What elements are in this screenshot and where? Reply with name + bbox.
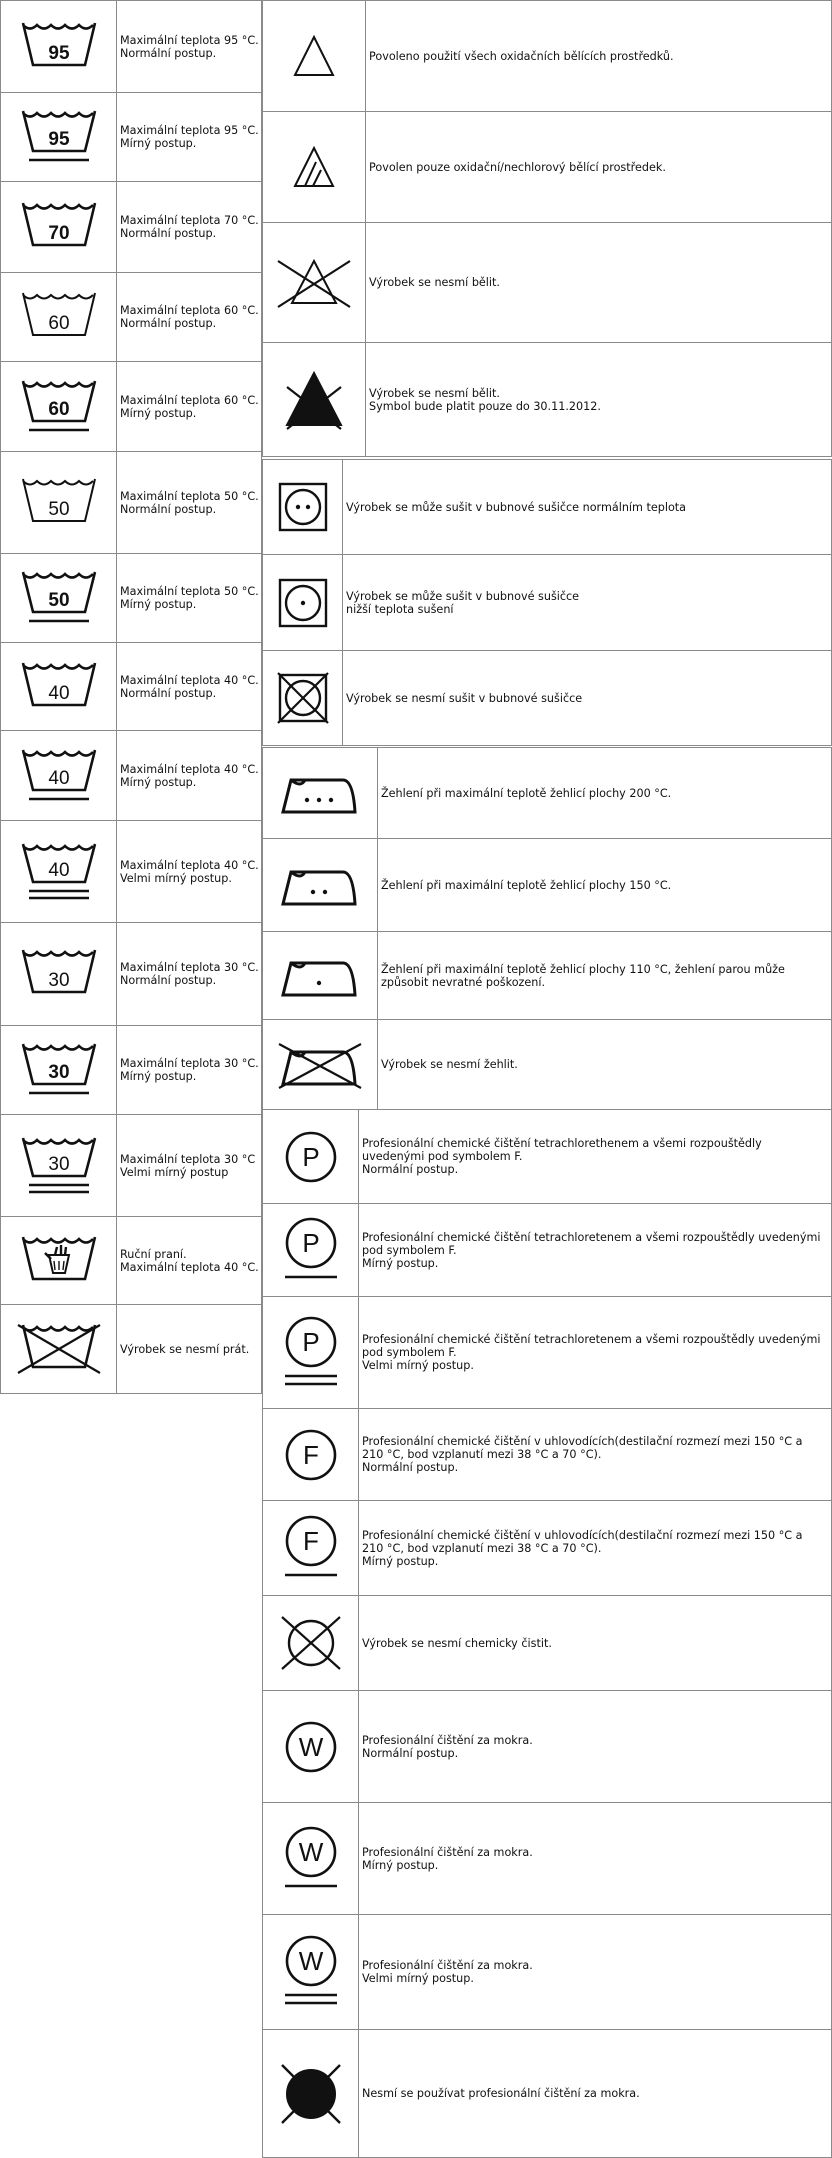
- symbol-cell: [1, 1217, 117, 1305]
- dry-clean-f-gentle-icon: [281, 1513, 341, 1583]
- svg-text:40: 40: [47, 859, 70, 881]
- svg-text:50: 50: [47, 498, 70, 520]
- symbol-cell: [263, 1501, 359, 1596]
- description-line: Maximální teplota 60 °C.: [120, 304, 259, 317]
- table-row: [1, 273, 262, 362]
- svg-text:P: P: [301, 1326, 320, 1357]
- symbol-cell: [1, 1305, 117, 1394]
- description-line: Žehlení při maximální teplotě žehlicí plochy 110 °C, žehlení parou může: [381, 962, 785, 976]
- table-row: [1, 362, 262, 452]
- symbol-cell: [263, 748, 378, 839]
- bleaching-table: [262, 0, 832, 457]
- wash-40-gentle-icon: [19, 744, 99, 808]
- wet-clean-gentle-icon: [281, 1824, 341, 1894]
- cleaning-table: [262, 1109, 832, 2158]
- symbol-cell: [263, 1596, 359, 1691]
- description-line: uvedenými pod symbolem F.: [362, 1150, 523, 1163]
- description-cell: [117, 1026, 262, 1115]
- symbol-cell: [263, 1, 366, 112]
- description-line: Profesionální čištění za mokra.: [362, 1959, 533, 1972]
- description-line: Mírný postup.: [120, 137, 197, 150]
- description-line: Výrobek se nesmí bělit.: [369, 276, 500, 289]
- bleach-non-chlorine-icon: [289, 142, 339, 192]
- symbol-cell: [263, 555, 343, 651]
- description-cell: [359, 1803, 832, 1915]
- description-line: Normální postup.: [120, 227, 217, 240]
- description-line: Normální postup.: [362, 1746, 459, 1760]
- hand-wash-icon: [19, 1231, 99, 1291]
- description-cell: [117, 1305, 262, 1394]
- symbol-cell: [263, 1409, 359, 1501]
- description-cell: [359, 1501, 832, 1596]
- description-line: Výrobek se nesmí chemicky čistit.: [362, 1636, 552, 1650]
- table-row: [263, 343, 832, 457]
- description-line: 210 °C, bod vzplanutí mezi 38 °C a 70 °C).: [362, 1541, 602, 1555]
- description-line: Žehlení při maximální teplotě žehlicí plochy 150 °C.: [381, 878, 672, 892]
- description-cell: [117, 554, 262, 643]
- symbol-cell: [1, 273, 117, 362]
- description-line: způsobit nevratné poškození.: [381, 975, 546, 989]
- description-line: pod symbolem F.: [362, 1243, 457, 1257]
- iron-high-icon: [277, 768, 363, 818]
- dry-clean-p-gentle-icon: [281, 1215, 341, 1285]
- do-not-dry-clean-icon: [278, 1613, 344, 1673]
- description-line: Velmi mírný postup.: [362, 1359, 474, 1372]
- iron-medium-icon: [277, 860, 363, 910]
- table-row: [263, 1, 832, 112]
- symbol-cell: [263, 460, 343, 555]
- description-cell: [378, 839, 832, 932]
- description-cell: [366, 1, 832, 112]
- table-row: [263, 839, 832, 932]
- symbol-cell: [263, 112, 366, 223]
- table-row: [1, 182, 262, 273]
- table-row: [263, 651, 832, 746]
- description-line: Profesionální chemické čištění tetrachloretenem a všemi rozpouštědly uvedenými: [362, 1333, 821, 1346]
- table-row: [1, 1115, 262, 1217]
- table-row: [1, 93, 262, 182]
- description-line: Maximální teplota 50 °C.: [120, 489, 259, 503]
- svg-text:40: 40: [47, 767, 70, 789]
- description-line: Profesionální chemické čištění v uhlovodících(destilační rozmezí mezi 150 °C a: [362, 1528, 803, 1542]
- table-row: [263, 1409, 832, 1501]
- description-line: Mírný postup.: [120, 406, 197, 420]
- wet-clean-icon: [281, 1717, 341, 1777]
- description-line: Mírný postup.: [120, 775, 197, 789]
- symbol-cell: [263, 839, 378, 932]
- table-row: [263, 1204, 832, 1297]
- wash-40-icon: [19, 657, 99, 717]
- description-line: Velmi mírný postup.: [362, 1972, 474, 1985]
- wash-temp-text: Maximální teplota 95 °C.: [120, 33, 259, 47]
- symbol-cell: [263, 2030, 359, 2158]
- dry-clean-p-very-gentle-icon: [281, 1314, 341, 1392]
- table-row: [263, 1915, 832, 2030]
- table-row: [263, 1110, 832, 1204]
- do-not-bleach-icon: [274, 255, 354, 311]
- do-not-wash-icon: [14, 1319, 104, 1379]
- symbol-cell: [1, 821, 117, 923]
- table-row: [1, 1026, 262, 1115]
- description-line: Velmi mírný postup.: [120, 871, 232, 885]
- wash-mode-text: Normální postup.: [120, 46, 217, 60]
- svg-text:W: W: [298, 1836, 323, 1867]
- table-row: [1, 821, 262, 923]
- description-cell: [117, 182, 262, 273]
- description-line: Maximální teplota 50 °C.: [120, 585, 259, 598]
- description-cell: [117, 821, 262, 923]
- description-cell: [117, 643, 262, 731]
- symbol-cell: [1, 923, 117, 1026]
- description-cell: [359, 1204, 832, 1297]
- do-not-wet-clean-icon: [276, 2059, 346, 2129]
- wash-temp-label: 95: [47, 42, 70, 64]
- symbol-cell: [1, 362, 117, 452]
- symbol-cell: [1, 1, 117, 93]
- description-cell: [117, 731, 262, 821]
- symbol-cell: [263, 1691, 359, 1803]
- description-line: Povoleno použití všech oxidačních bělících prostředků.: [369, 49, 674, 63]
- wash-60-icon: [19, 287, 99, 347]
- svg-text:30: 30: [47, 970, 70, 991]
- table-row: [1, 554, 262, 643]
- svg-text:P: P: [301, 1141, 320, 1172]
- description-cell: [117, 1, 262, 93]
- table-row: [1, 1, 262, 93]
- wash-70-icon: [19, 197, 99, 257]
- description-line: Žehlení při maximální teplotě žehlicí plochy 200 °C.: [381, 786, 672, 800]
- description-line: Maximální teplota 30 °C.: [120, 961, 259, 974]
- table-row: [263, 932, 832, 1020]
- table-row: [1, 643, 262, 731]
- description-line: Profesionální chemické čištění v uhlovodících(destilační rozmezí mezi 150 °C a: [362, 1435, 803, 1448]
- description-line: Nesmí se používat profesionální čištění za mokra.: [362, 2087, 640, 2100]
- tumble-dry-normal-icon: [276, 480, 330, 534]
- description-line: Výrobek se nesmí žehlit.: [381, 1058, 518, 1071]
- description-cell: [359, 1409, 832, 1501]
- svg-text:30: 30: [47, 1153, 70, 1175]
- description-line: Profesionální chemické čištění tetrachlorethenem a všemi rozpouštědly: [362, 1137, 762, 1150]
- description-cell: [343, 555, 832, 651]
- svg-text:F: F: [302, 1526, 319, 1556]
- wash-95-icon: [19, 17, 99, 77]
- description-line: Mírný postup.: [362, 1858, 439, 1872]
- symbol-cell: [1, 452, 117, 554]
- symbol-cell: [1, 1026, 117, 1115]
- symbol-cell: [263, 1803, 359, 1915]
- description-cell: [117, 1217, 262, 1305]
- description-cell: [378, 1020, 832, 1110]
- ironing-table: [262, 747, 832, 1110]
- description-cell: [378, 932, 832, 1020]
- do-not-iron-icon: [275, 1038, 365, 1092]
- description-line: pod symbolem F.: [362, 1346, 457, 1359]
- wet-clean-very-gentle-icon: [281, 1933, 341, 2011]
- wash-95-gentle-icon: [19, 105, 99, 169]
- table-row: [263, 1297, 832, 1409]
- table-row: [1, 452, 262, 554]
- description-line: Profesionální čištění za mokra.: [362, 1733, 533, 1747]
- symbol-cell: [263, 651, 343, 746]
- description-cell: [366, 343, 832, 457]
- symbol-cell: [1, 1115, 117, 1217]
- table-row: [1, 1305, 262, 1394]
- description-line: Výrobek se nesmí sušit v bubnové sušičce: [346, 691, 583, 705]
- description-line: Maximální teplota 30 °C.: [120, 1057, 259, 1070]
- description-line: Normální postup.: [362, 1163, 459, 1176]
- wash-40-very-gentle-icon: [19, 838, 99, 906]
- description-line: Povolen pouze oxidační/nechlorový bělící prostředek.: [369, 160, 666, 174]
- symbol-cell: [263, 223, 366, 343]
- description-line: Mírný postup.: [362, 1256, 439, 1270]
- description-line: Mírný postup.: [120, 1070, 197, 1083]
- symbol-cell: [1, 182, 117, 273]
- description-line: Profesionální čištění za mokra.: [362, 1845, 533, 1859]
- svg-text:W: W: [298, 1731, 323, 1762]
- symbol-cell: [263, 1204, 359, 1297]
- table-row: [263, 1691, 832, 1803]
- description-line: Normální postup.: [120, 686, 217, 700]
- table-row: [1, 923, 262, 1026]
- description-line: Maximální teplota 95 °C.: [120, 124, 259, 137]
- description-cell: [117, 362, 262, 452]
- description-cell: [359, 1915, 832, 2030]
- svg-text:W: W: [298, 1946, 323, 1976]
- svg-text:70: 70: [47, 223, 70, 244]
- description-cell: [359, 2030, 832, 2158]
- dry-clean-f-icon: [281, 1425, 341, 1485]
- description-line: Normální postup.: [120, 502, 217, 516]
- table-row: [263, 748, 832, 839]
- description-cell: [117, 923, 262, 1026]
- table-row: [263, 112, 832, 223]
- wash-50-icon: [19, 473, 99, 533]
- table-row: [263, 1501, 832, 1596]
- wash-30-very-gentle-icon: [19, 1132, 99, 1200]
- table-row: [1, 731, 262, 821]
- description-line: Mírný postup.: [120, 598, 197, 611]
- table-row: [1, 1217, 262, 1305]
- wash-50-gentle-icon: [19, 566, 99, 630]
- table-row: [263, 460, 832, 555]
- svg-text:60: 60: [47, 398, 70, 420]
- dry-clean-p-icon: [281, 1127, 341, 1187]
- description-line: Maximální teplota 60 °C.: [120, 393, 259, 407]
- table-row: [263, 1020, 832, 1110]
- drying-table: [262, 459, 832, 746]
- svg-text:P: P: [301, 1228, 320, 1258]
- description-cell: [359, 1110, 832, 1204]
- description-cell: [366, 223, 832, 343]
- table-row: [263, 2030, 832, 2158]
- do-not-tumble-dry-icon: [276, 671, 330, 725]
- symbol-cell: [263, 932, 378, 1020]
- symbol-cell: [263, 1297, 359, 1409]
- tumble-dry-low-icon: [276, 576, 330, 630]
- description-cell: [117, 1115, 262, 1217]
- washing-table: [0, 0, 262, 1394]
- description-line: Maximální teplota 40 °C.: [120, 1260, 259, 1274]
- description-line: Výrobek se může sušit v bubnové sušičce: [346, 589, 580, 603]
- description-line: Maximální teplota 40 °C.: [120, 673, 259, 687]
- description-cell: [359, 1297, 832, 1409]
- svg-text:95: 95: [47, 129, 70, 150]
- description-line: Mírný postup.: [362, 1554, 439, 1568]
- description-cell: [117, 93, 262, 182]
- description-line: Profesionální chemické čištění tetrachloretenem a všemi rozpouštědly uvedenými: [362, 1230, 821, 1244]
- svg-text:50: 50: [47, 590, 70, 611]
- description-cell: [343, 460, 832, 555]
- svg-text:F: F: [302, 1439, 319, 1470]
- description-line: Výrobek se může sušit v bubnové sušičce normálním teplota: [346, 500, 687, 514]
- table-row: [263, 555, 832, 651]
- description-line: Maximální teplota 30 °C: [120, 1152, 256, 1166]
- wash-30-gentle-icon: [19, 1038, 99, 1102]
- symbol-cell: [1, 93, 117, 182]
- symbol-cell: [263, 343, 366, 457]
- table-row: [263, 1803, 832, 1915]
- description-cell: [343, 651, 832, 746]
- table-row: [263, 1596, 832, 1691]
- description-cell: [378, 748, 832, 839]
- description-line: Ruční praní.: [120, 1247, 187, 1261]
- description-line: Výrobek se nesmí prát.: [120, 1342, 250, 1356]
- symbol-cell: [263, 1110, 359, 1204]
- symbol-cell: [1, 554, 117, 643]
- bleach-allowed-icon: [289, 31, 339, 81]
- iron-low-icon: [277, 951, 363, 1001]
- description-line: Maximální teplota 70 °C.: [120, 214, 259, 227]
- description-line: 210 °C, bod vzplanutí mezi 38 °C a 70 °C).: [362, 1448, 602, 1461]
- svg-text:40: 40: [47, 682, 70, 704]
- table-row: [263, 223, 832, 343]
- description-cell: [117, 452, 262, 554]
- symbol-cell: [1, 731, 117, 821]
- description-line: Normální postup.: [120, 974, 217, 987]
- description-cell: [359, 1596, 832, 1691]
- description-line: nižší teplota sušení: [346, 602, 454, 616]
- symbol-cell: [263, 1915, 359, 2030]
- description-line: Normální postup.: [120, 317, 217, 330]
- svg-text:60: 60: [47, 313, 70, 334]
- wash-30-icon: [19, 944, 99, 1004]
- description-line: Maximální teplota 40 °C.: [120, 858, 259, 872]
- symbol-cell: [263, 1020, 378, 1110]
- description-cell: [117, 273, 262, 362]
- description-line: Maximální teplota 40 °C.: [120, 762, 259, 776]
- description-line: Výrobek se nesmí bělit.: [369, 386, 500, 400]
- wash-60-gentle-icon: [19, 375, 99, 439]
- symbol-cell: [1, 643, 117, 731]
- description-line: Velmi mírný postup: [120, 1165, 229, 1179]
- description-line: Normální postup.: [362, 1461, 459, 1474]
- description-cell: [359, 1691, 832, 1803]
- do-not-bleach-solid-icon: [279, 367, 349, 433]
- svg-text:30: 30: [47, 1062, 70, 1083]
- description-line: Symbol bude platit pouze do 30.11.2012.: [369, 399, 601, 413]
- description-cell: [366, 112, 832, 223]
